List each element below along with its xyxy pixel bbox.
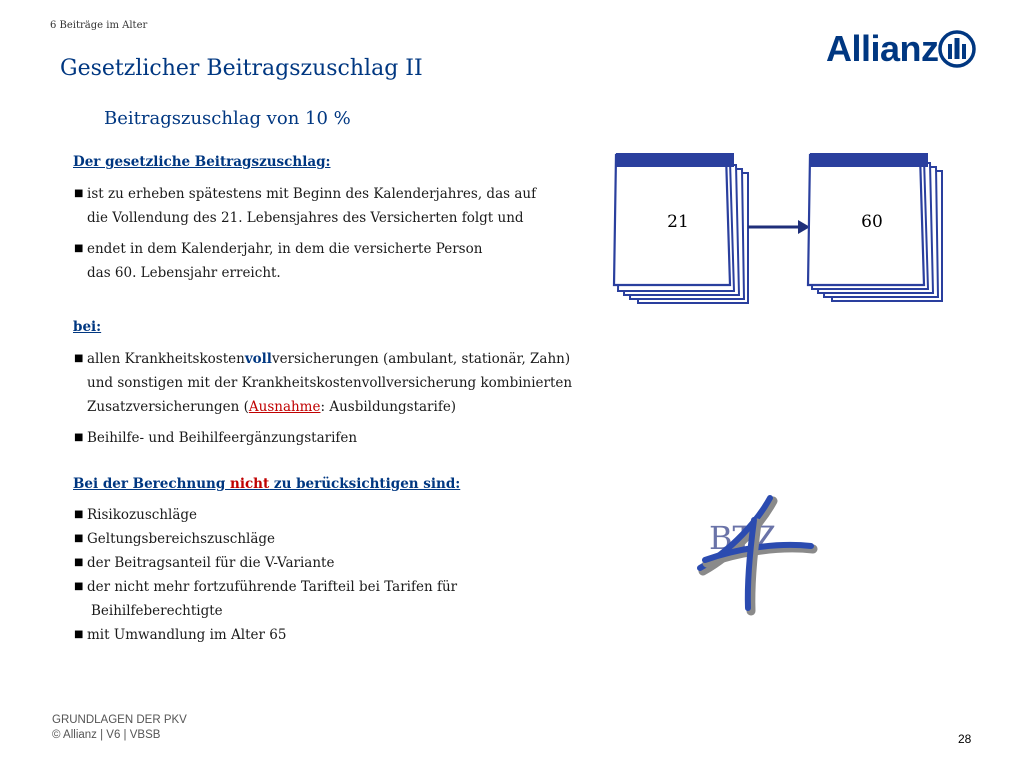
text-part: versicherungen (ambulant, stationär, Zahn)	[271, 351, 571, 367]
bullet-icon: ■	[74, 629, 84, 640]
list-item-text: die Vollendung des 21. Lebensjahres des Versicherten folgt und	[87, 210, 524, 226]
section-heading-bei: bei:	[73, 319, 102, 335]
allianz-logo	[826, 28, 939, 70]
bullet-icon: ■	[74, 188, 84, 199]
heading-part: zu berücksichtigen sind:	[269, 476, 461, 492]
list-item-text: der Beitragsanteil für die V-Variante	[87, 555, 335, 571]
calendar-diagram	[600, 145, 950, 315]
bullet-icon: ■	[74, 432, 84, 443]
list-item	[74, 237, 483, 285]
bullet-icon: ■	[74, 353, 84, 364]
bullet-icon: ■	[74, 533, 84, 544]
heading-part: Bei der Berechnung	[73, 476, 230, 492]
footer-title: GRUNDLAGEN DER PKV	[52, 714, 187, 726]
highlight-nicht: nicht	[230, 476, 270, 492]
list-item	[74, 527, 276, 551]
list-item-text	[87, 395, 572, 419]
bullet-icon: ■	[74, 509, 84, 520]
list-item-text: mit Umwandlung im Alter 65	[87, 627, 287, 643]
list-item-text: und sonstigen mit der Krankheitskostenvollversicherung kombinierten	[87, 375, 573, 391]
calendar-end-icon	[808, 153, 942, 301]
allianz-logo-text: Allianz	[826, 28, 939, 69]
page-title: Gesetzlicher Beitragszuschlag II	[60, 56, 423, 81]
bullet-icon: ■	[74, 581, 84, 592]
list-item	[74, 182, 537, 230]
breadcrumb: 6 Beiträge im Alter	[50, 20, 148, 31]
calendar-end-label: 60	[861, 212, 883, 232]
list-item-text: Geltungsbereichszuschläge	[87, 531, 276, 547]
list-item-text	[87, 347, 572, 371]
list-item	[74, 623, 287, 647]
text-part: : Ausbildungstarife)	[320, 399, 457, 415]
list-item	[74, 503, 198, 527]
list-item	[74, 575, 458, 623]
arrow-right-icon	[748, 220, 810, 234]
list-item	[74, 426, 358, 450]
list-item-text: Risikozuschläge	[87, 507, 198, 523]
section-heading-berechnung	[73, 476, 460, 492]
calendar-start-icon	[614, 153, 748, 303]
list-item-text: endet in dem Kalenderjahr, in dem die versicherte Person	[87, 241, 483, 257]
allianz-eagle-icon	[938, 30, 976, 68]
page-subtitle: Beitragszuschlag von 10 %	[104, 108, 351, 129]
list-item-text: ist zu erheben spätestens mit Beginn des Kalenderjahres, das auf	[87, 186, 537, 202]
text-part: allen Krankheitskosten	[87, 351, 245, 367]
highlight-voll: voll	[244, 351, 272, 367]
list-item-text: Beihilfeberechtigte	[91, 603, 223, 619]
list-item	[74, 347, 573, 419]
btz-logo-text: BTZ	[709, 519, 777, 557]
list-item-text: Beihilfe- und Beihilfeergänzungstarifen	[87, 430, 358, 446]
calendar-start-label: 21	[667, 212, 689, 232]
page-number: 28	[958, 732, 972, 746]
section-heading-zuschlag: Der gesetzliche Beitragszuschlag:	[73, 154, 331, 170]
bullet-icon: ■	[74, 243, 84, 254]
footer-copyright: © Allianz | V6 | VBSB	[52, 729, 161, 741]
bullet-icon: ■	[74, 557, 84, 568]
list-item-text: der nicht mehr fortzuführende Tarifteil bei Tarifen für	[87, 579, 458, 595]
btz-logo	[695, 493, 820, 618]
list-item-text: das 60. Lebensjahr erreicht.	[87, 265, 281, 281]
highlight-ausnahme: Ausnahme	[248, 399, 321, 415]
list-item	[74, 551, 335, 575]
text-part: Zusatzversicherungen (	[87, 399, 249, 415]
